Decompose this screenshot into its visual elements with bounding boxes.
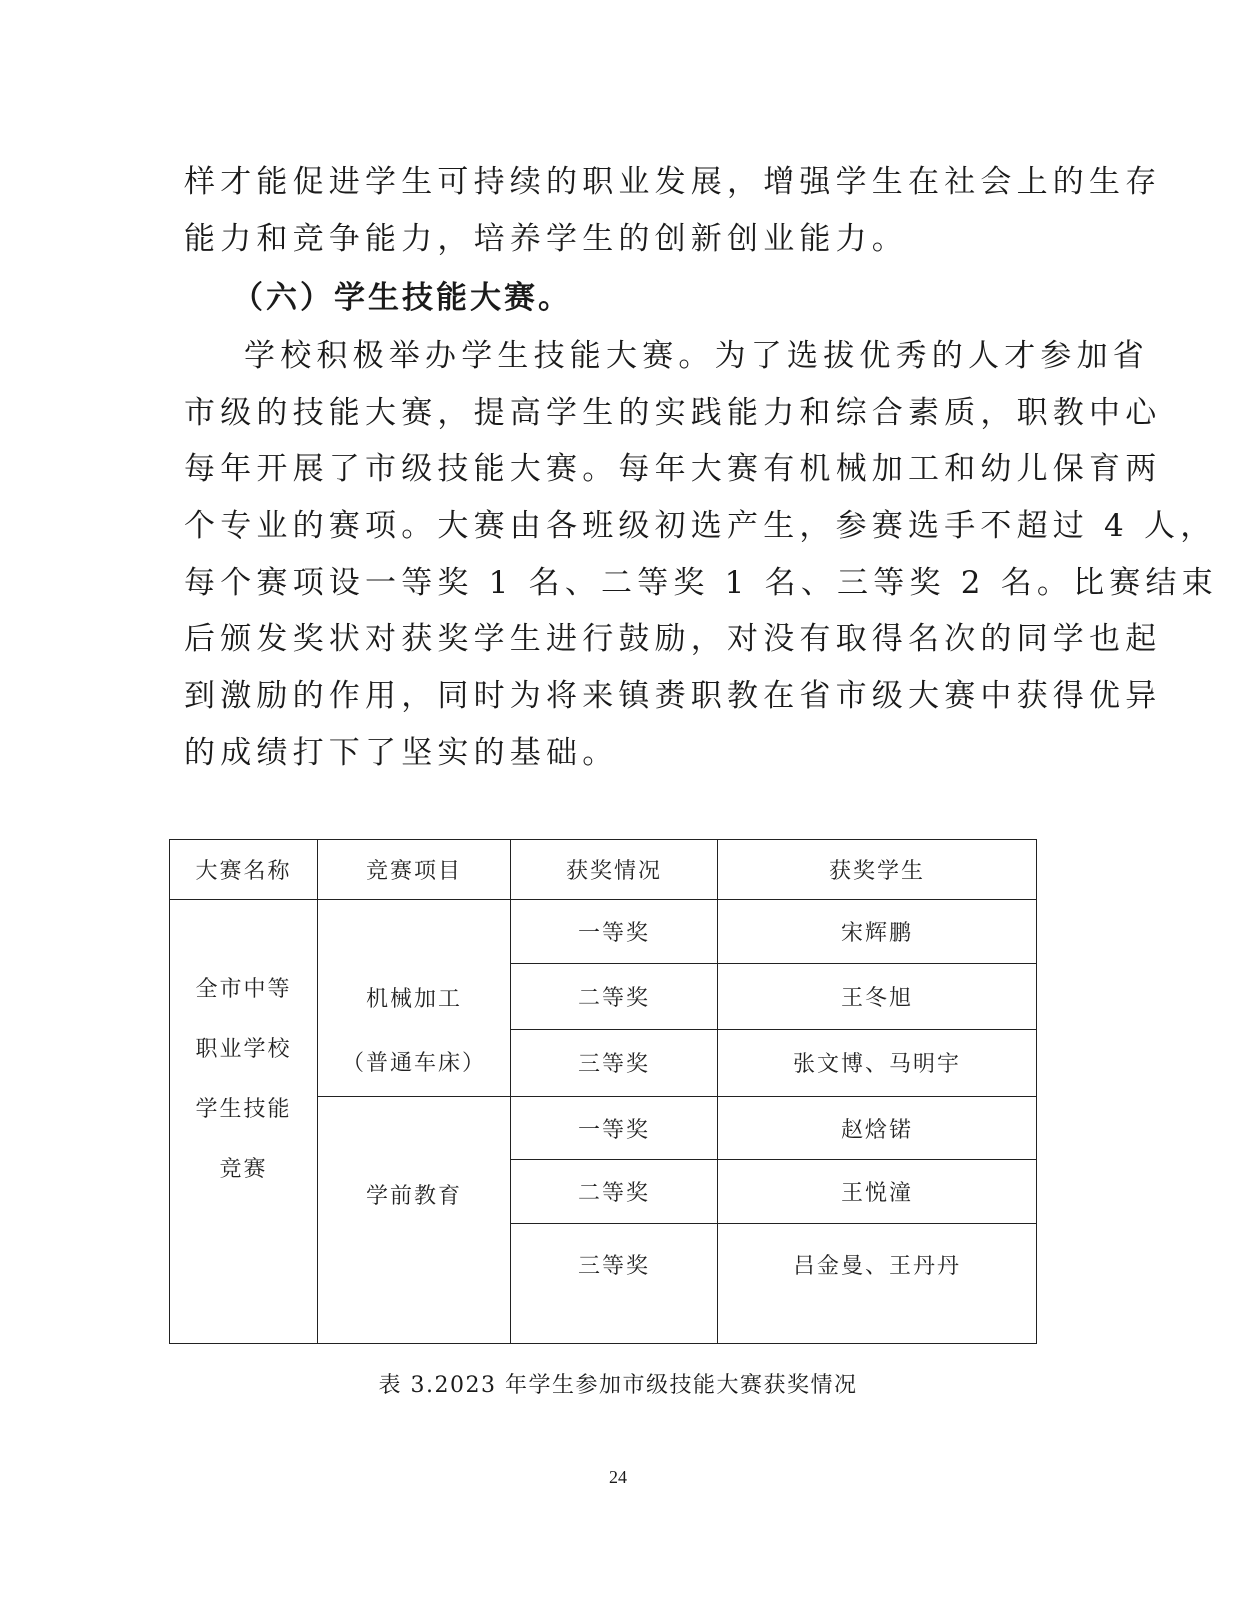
award-cell: 一等奖: [511, 1097, 718, 1160]
students-cell: 王悦潼: [718, 1160, 1037, 1224]
header-competition: 大赛名称: [170, 840, 318, 900]
students-cell: 赵焓锘: [718, 1097, 1037, 1160]
text-line: 到激励的作用，同时为将来镇赉职教在省市级大赛中获得优异: [184, 678, 1162, 714]
text-line: 能力和竞争能力，培养学生的创新创业能力。: [184, 221, 908, 257]
text-line: 市级的技能大赛，提高学生的实践能力和综合素质，职教中心: [184, 395, 1162, 431]
award-cell: 二等奖: [511, 964, 718, 1029]
competition-line: 全市中等: [195, 977, 292, 1002]
table-caption: 表 3.2023 年学生参加市级技能大赛获奖情况: [378, 1373, 858, 1398]
text-line: 的成绩打下了坚实的基础。: [184, 735, 619, 771]
table-header-row: [170, 840, 1037, 900]
table-row: [170, 900, 1037, 964]
award-cell: 二等奖: [511, 1160, 718, 1224]
competition-name-cell: [170, 900, 318, 1344]
students-cell: 王冬旭: [718, 964, 1037, 1029]
competition-line: 学生技能: [195, 1097, 292, 1122]
text-line: 个专业的赛项。大赛由各班级初选产生，参赛选手不超过 4 人，: [184, 508, 1217, 544]
header-students: 获奖学生: [718, 840, 1037, 900]
section-heading: （六）学生技能大赛。: [232, 280, 572, 316]
students-cell: 张文博、马明宇: [718, 1029, 1037, 1096]
students-cell: 宋辉鹏: [718, 900, 1037, 964]
text-line: 每年开展了市级技能大赛。每年大赛有机械加工和幼儿保育两: [184, 451, 1162, 487]
award-cell: 三等奖: [511, 1224, 718, 1344]
competition-line: 职业学校: [195, 1037, 292, 1062]
page-number: 24: [609, 1467, 627, 1487]
text-line: 每个赛项设一等奖 1 名、二等奖 1 名、三等奖 2 名。比赛结束: [184, 565, 1218, 601]
header-project: 竞赛项目: [318, 840, 511, 900]
project-line: （普通车床）: [341, 1051, 486, 1076]
project-line: 机械加工: [365, 987, 462, 1012]
text-line: 后颁发奖状对获奖学生进行鼓励，对没有取得名次的同学也起: [184, 621, 1162, 657]
students-cell: 吕金曼、王丹丹: [718, 1224, 1037, 1344]
project-cell-preschool: 学前教育: [318, 1097, 511, 1344]
competition-line: 竞赛: [219, 1157, 268, 1182]
project-cell-machining: [318, 900, 511, 1097]
award-cell: 三等奖: [511, 1029, 718, 1096]
header-award: 获奖情况: [511, 840, 718, 900]
text-line: 样才能促进学生可持续的职业发展，增强学生在社会上的生存: [184, 164, 1162, 200]
award-cell: 一等奖: [511, 900, 718, 964]
awards-table: [169, 839, 1037, 1344]
text-line: 学校积极举办学生技能大赛。为了选拔优秀的人才参加省: [244, 338, 1149, 374]
